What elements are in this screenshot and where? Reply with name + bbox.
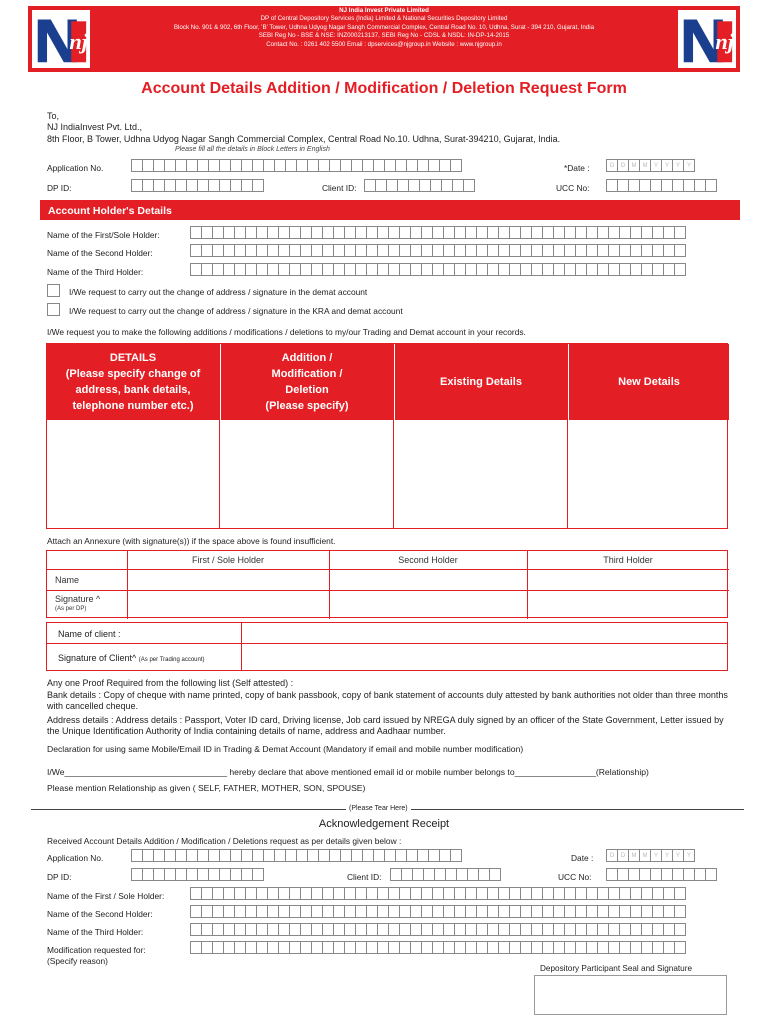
existing-details-header: Existing Details — [395, 344, 567, 420]
ack-third-holder-label: Name of the Third Holder: — [47, 927, 144, 937]
header-banner — [28, 6, 740, 72]
header-contact: Contact No. : 0261 402 5500 Email : dpservices@njgroup.in Website : www.njgroup.in — [266, 40, 502, 48]
name-row-label: Name — [55, 575, 80, 585]
header-company: NJ India Invest Private Limited — [339, 7, 429, 14]
header-dp-line: DP of Central Depository Services (India) Limited & National Securities Depository Limited — [260, 15, 508, 23]
application-no-input[interactable] — [131, 159, 461, 172]
page-title: Account Details Addition / Modification / Deletion Request Form — [141, 80, 627, 97]
ack-dp-id-input[interactable] — [131, 868, 263, 881]
ack-second-holder-label: Name of the Second Holder: — [47, 909, 153, 919]
ack-title: Acknowledgement Receipt — [318, 818, 450, 830]
third-holder-input[interactable] — [190, 263, 685, 276]
first-holder-label: Name of the First/Sole Holder: — [47, 230, 160, 240]
ucc-no-input[interactable] — [606, 179, 716, 192]
ack-modification-sublabel: (Specify reason) — [47, 956, 108, 966]
date-input[interactable]: D D M M Y Y Y Y — [606, 159, 694, 172]
annexure-note: Attach an Annexure (with signature(s)) if the space above is found insufficient. — [47, 536, 336, 546]
header-sebi: SEBI Reg No - BSE & NSE: INZ000213137, SEBI Reg No - CDSL & NSDL: IN-DP-14-2015 — [258, 32, 510, 40]
ack-first-holder-input[interactable] — [190, 887, 685, 900]
demat-change-label: I/We request to carry out the change of address / signature in the demat account — [69, 287, 368, 297]
account-holder-section-title: Account Holder's Details — [40, 200, 740, 220]
addition-column-header: Addition / Modification / Deletion (Please specify) — [221, 344, 393, 420]
client-box — [46, 622, 728, 671]
ack-date-label: Date : — [571, 853, 594, 863]
ack-client-id-label: Client ID: — [347, 872, 382, 882]
demat-change-checkbox[interactable] — [47, 284, 60, 297]
signature-row-label: Signature ^ — [55, 594, 101, 604]
ack-third-holder-input[interactable] — [190, 923, 685, 936]
client-id-label: Client ID: — [322, 183, 357, 193]
ucc-no-label: UCC No: — [556, 183, 590, 193]
svg-text:nj: nj — [69, 29, 88, 55]
third-holder-label: Name of the Third Holder: — [47, 267, 144, 277]
addition-cell[interactable] — [221, 420, 393, 528]
details-cell[interactable] — [47, 420, 219, 528]
client-id-input[interactable] — [364, 179, 474, 192]
first-holder-header: First / Sole Holder — [191, 555, 265, 565]
ack-first-holder-label: Name of the First / Sole Holder: — [47, 891, 165, 901]
proof-bank: Bank details : Copy of cheque with name printed, copy of bank passbook, copy of bank statement of accounts duly attested by bank authorities not older than three months with cancelled cheque. — [47, 690, 728, 711]
third-holder-name-cell[interactable] — [528, 570, 727, 590]
seal-label: Depository Participant Seal and Signature — [540, 964, 693, 973]
ack-application-input[interactable] — [131, 849, 461, 862]
details-table — [46, 343, 728, 529]
nj-logo-right — [678, 10, 736, 68]
signature-table — [46, 550, 728, 618]
ack-ucc-input[interactable] — [606, 868, 716, 881]
address-company: NJ IndiaInvest Pvt. Ltd., — [47, 122, 143, 132]
proof-address: Address details : Address details : Passport, Voter ID card, Driving license, Job card issued by NREGA duly signed by an officer of the State Government, Letter issued by the Unique Identification Authority of India containing details of name, address and Aadhaar number. — [47, 715, 724, 736]
svg-text:nj: nj — [715, 29, 734, 55]
new-details-cell[interactable] — [569, 420, 727, 528]
new-details-header: New Details — [569, 344, 729, 420]
ack-client-id-input[interactable] — [390, 868, 500, 881]
ack-modification-input[interactable] — [190, 941, 685, 954]
existing-details-cell[interactable] — [395, 420, 567, 528]
signature-row-sublabel: (As per DP) — [55, 606, 87, 612]
declaration-heading: Declaration for using same Mobile/Email ID in Trading & Demat Account (Mandatory if email and mobile number modification) — [47, 744, 524, 754]
second-holder-signature-cell[interactable] — [330, 591, 527, 618]
ack-date-input[interactable]: D D M M Y Y Y Y — [606, 849, 694, 862]
second-holder-label: Name of the Second Holder: — [47, 248, 153, 258]
address-street: 8th Floor, B Tower, Udhna Udyog Nagar Sangh Commercial Complex, Central Road No.10. Udhna, Surat-394210, Gujarat, India. — [47, 134, 561, 144]
request-statement: I/We request you to make the following additions / modifications / deletions to my/our Trading and Demat account in your records. — [47, 327, 526, 337]
first-holder-name-cell[interactable] — [128, 570, 329, 590]
ack-application-label: Application No. — [47, 853, 104, 863]
ack-dp-id-label: DP ID: — [47, 872, 72, 882]
block-letters-note: Please fill all the details in Block Letters in English — [175, 146, 330, 153]
relationship-note: Please mention Relationship as given ( SELF, FATHER, MOTHER, SON, SPOUSE) — [47, 783, 366, 793]
kra-change-label: I/We request to carry out the change of address / signature in the KRA and demat account — [69, 306, 403, 316]
address-to: To, — [47, 111, 60, 121]
nj-logo-left — [32, 10, 90, 68]
client-signature-cell[interactable] — [243, 644, 727, 670]
tear-here-label: (Please Tear Here) — [346, 805, 411, 812]
client-name-label: Name of client : — [58, 629, 121, 639]
date-label: *Date : — [564, 163, 590, 173]
kra-change-checkbox[interactable] — [47, 303, 60, 316]
second-holder-input[interactable] — [190, 244, 685, 257]
second-holder-header: Second Holder — [398, 555, 458, 565]
client-name-cell[interactable] — [243, 623, 727, 643]
client-signature-label: Signature of Client^ (As per Trading account) — [58, 653, 205, 663]
first-holder-input[interactable] — [190, 226, 685, 239]
dp-id-input[interactable] — [131, 179, 263, 192]
ack-ucc-label: UCC No: — [558, 872, 592, 882]
third-holder-header: Third Holder — [603, 555, 653, 565]
ack-modification-label: Modification requested for: — [47, 945, 146, 955]
ack-second-holder-input[interactable] — [190, 905, 685, 918]
second-holder-name-cell[interactable] — [330, 570, 527, 590]
application-no-label: Application No. — [47, 163, 104, 173]
ack-received-text: Received Account Details Addition / Modification / Deletions request as per details given below : — [47, 836, 402, 846]
first-holder-signature-cell[interactable] — [128, 591, 329, 618]
third-holder-signature-cell[interactable] — [528, 591, 727, 618]
details-column-header: DETAILS (Please specify change of address, bank details, telephone number etc.) — [47, 344, 219, 420]
dp-id-label: DP ID: — [47, 183, 72, 193]
header-address: Block No. 901 & 902, 6th Floor, 'B' Tower, Udhna Udyog Nagar Sangh Commercial Complex, Central Road No. 10, Udhna, Surat - 394 210, Gujarat, India — [173, 23, 595, 31]
declaration-line: I/We__________________________________ hereby declare that above mentioned email id or mobile number belongs to_________________(Relationship) — [47, 767, 649, 777]
seal-signature-box[interactable] — [534, 975, 727, 1015]
proof-intro: Any one Proof Required from the following list (Self attested) : — [47, 678, 294, 688]
